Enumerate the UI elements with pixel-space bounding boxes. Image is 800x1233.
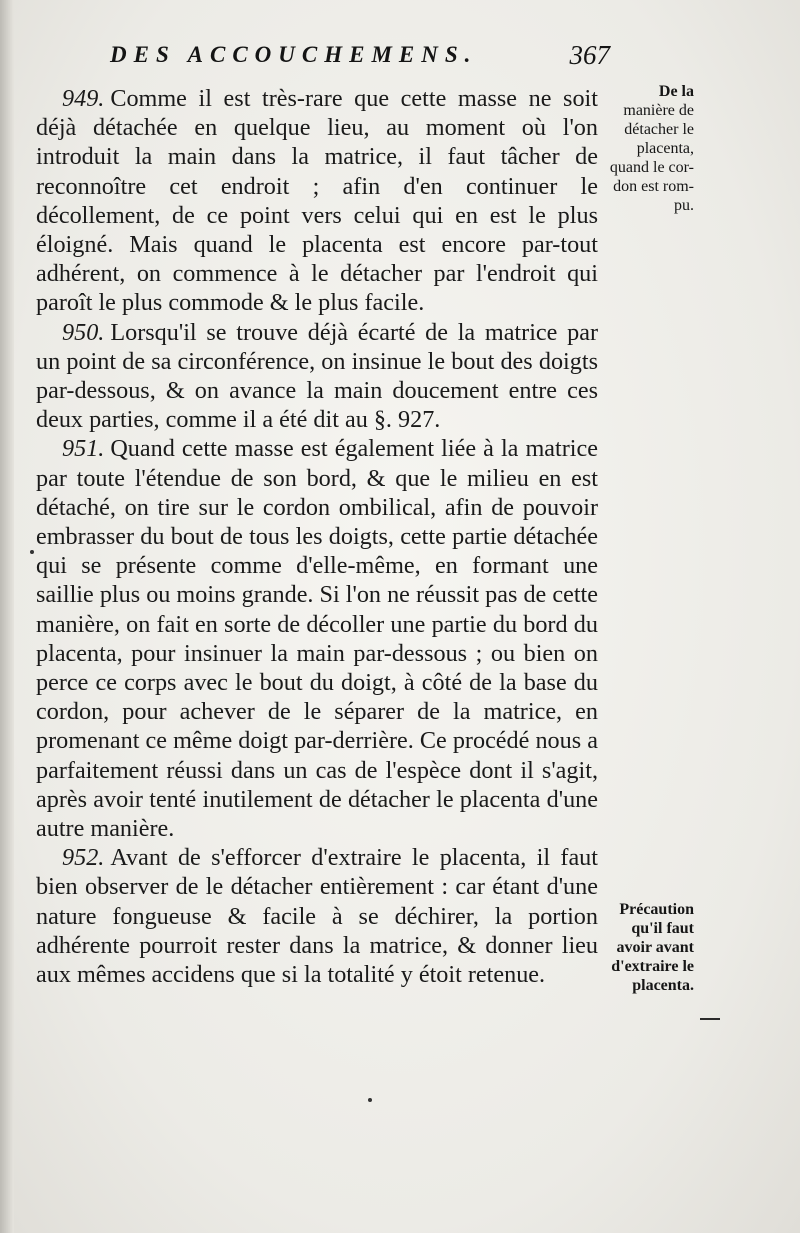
page-number: 367	[569, 40, 610, 70]
margin-note-line: placenta,	[636, 140, 694, 157]
margin-note-line: pu.	[674, 197, 694, 214]
paragraph-952	[36, 843, 598, 989]
margin-dash	[700, 1018, 720, 1020]
margin-note-line: quand le cor-	[609, 159, 694, 176]
paragraph-text: Quand cette masse est également liée à la matrice par toute l'étendue de son bord, & que le milieu en est détaché, on tire sur le cordon ombilical, afin de pouvoir embrasser du bout de tous les doigts, cette partie détachée qui se présente comme d'elle-même, en formant une saillie plus ou moins grande. Si l'on ne réussit pas de cette manière, on fait en sorte de décoller une partie du bord du placenta, pour insinuer la main par-dessous ; ou bien on perce ce corps avec le bout du doigt, à côté de la base du cordon, pour achever de le séparer de la matrice, en promenant ce même doigt par-derrière. Ce procédé nous a parfaitement réussi dans un cas de l'espèce dont il s'agit, après avoir tenté inutilement de détacher le placenta d'une autre manière.	[36, 435, 598, 843]
margin-note-line: d'extraire le	[611, 958, 694, 975]
paragraph-949	[36, 84, 598, 318]
paragraph-text: Avant de s'efforcer d'extraire le placenta, il faut bien observer de le détacher entièrement : car étant d'une nature fongueuse & facile à se déchirer, la portion adhérente pourroit rester dans la matrice, & donner lieu aux mêmes accidens que si la totalité y étoit retenue.	[36, 844, 598, 989]
paragraph-number: 950.	[62, 318, 105, 346]
body-text	[36, 84, 598, 989]
running-title: DES ACCOUCHEMENS.	[110, 42, 478, 67]
paragraph-951	[36, 434, 598, 843]
margin-note-line: placenta.	[632, 977, 694, 994]
page-gutter	[0, 0, 14, 1233]
margin-note-line: avoir avant	[616, 939, 694, 956]
page-header	[110, 42, 610, 76]
margin-note-line: don est rom-	[613, 178, 694, 195]
paragraph-text: Comme il est très-rare que cette masse ne soit déjà détachée en quelque lieu, au moment où l'on introduit la main dans la matrice, il faut tâcher de reconnoître cet endroit ; afin d'en continuer le décollement, de ce point vers celui qui en est le plus éloigné. Mais quand le placenta est encore par-tout adhérent, on commence à le détacher par l'endroit qui paroît le plus commode & le plus facile.	[36, 85, 598, 317]
paragraph-text: Lorsqu'il se trouve déjà écarté de la matrice par un point de sa circonférence, on insinue le bout des doigts par-dessous, & on avance la main doucement entre ces deux parties, comme il a été dit au §. 927.	[36, 318, 598, 434]
paragraph-number: 949.	[62, 85, 105, 112]
margin-note-line: détacher le	[624, 121, 694, 138]
margin-note-placenta-detachment	[588, 82, 694, 215]
paragraph-950	[36, 318, 598, 435]
margin-note-precaution	[588, 900, 694, 995]
margin-note-line: qu'il faut	[631, 920, 694, 937]
margin-note-line: manière de	[623, 102, 694, 119]
ink-speck	[368, 1098, 372, 1102]
margin-note-line: De la	[658, 83, 694, 100]
ink-speck	[30, 550, 34, 554]
margin-note-line: Précaution	[619, 901, 694, 918]
paragraph-number: 952.	[62, 844, 105, 872]
paragraph-number: 951.	[62, 435, 105, 463]
